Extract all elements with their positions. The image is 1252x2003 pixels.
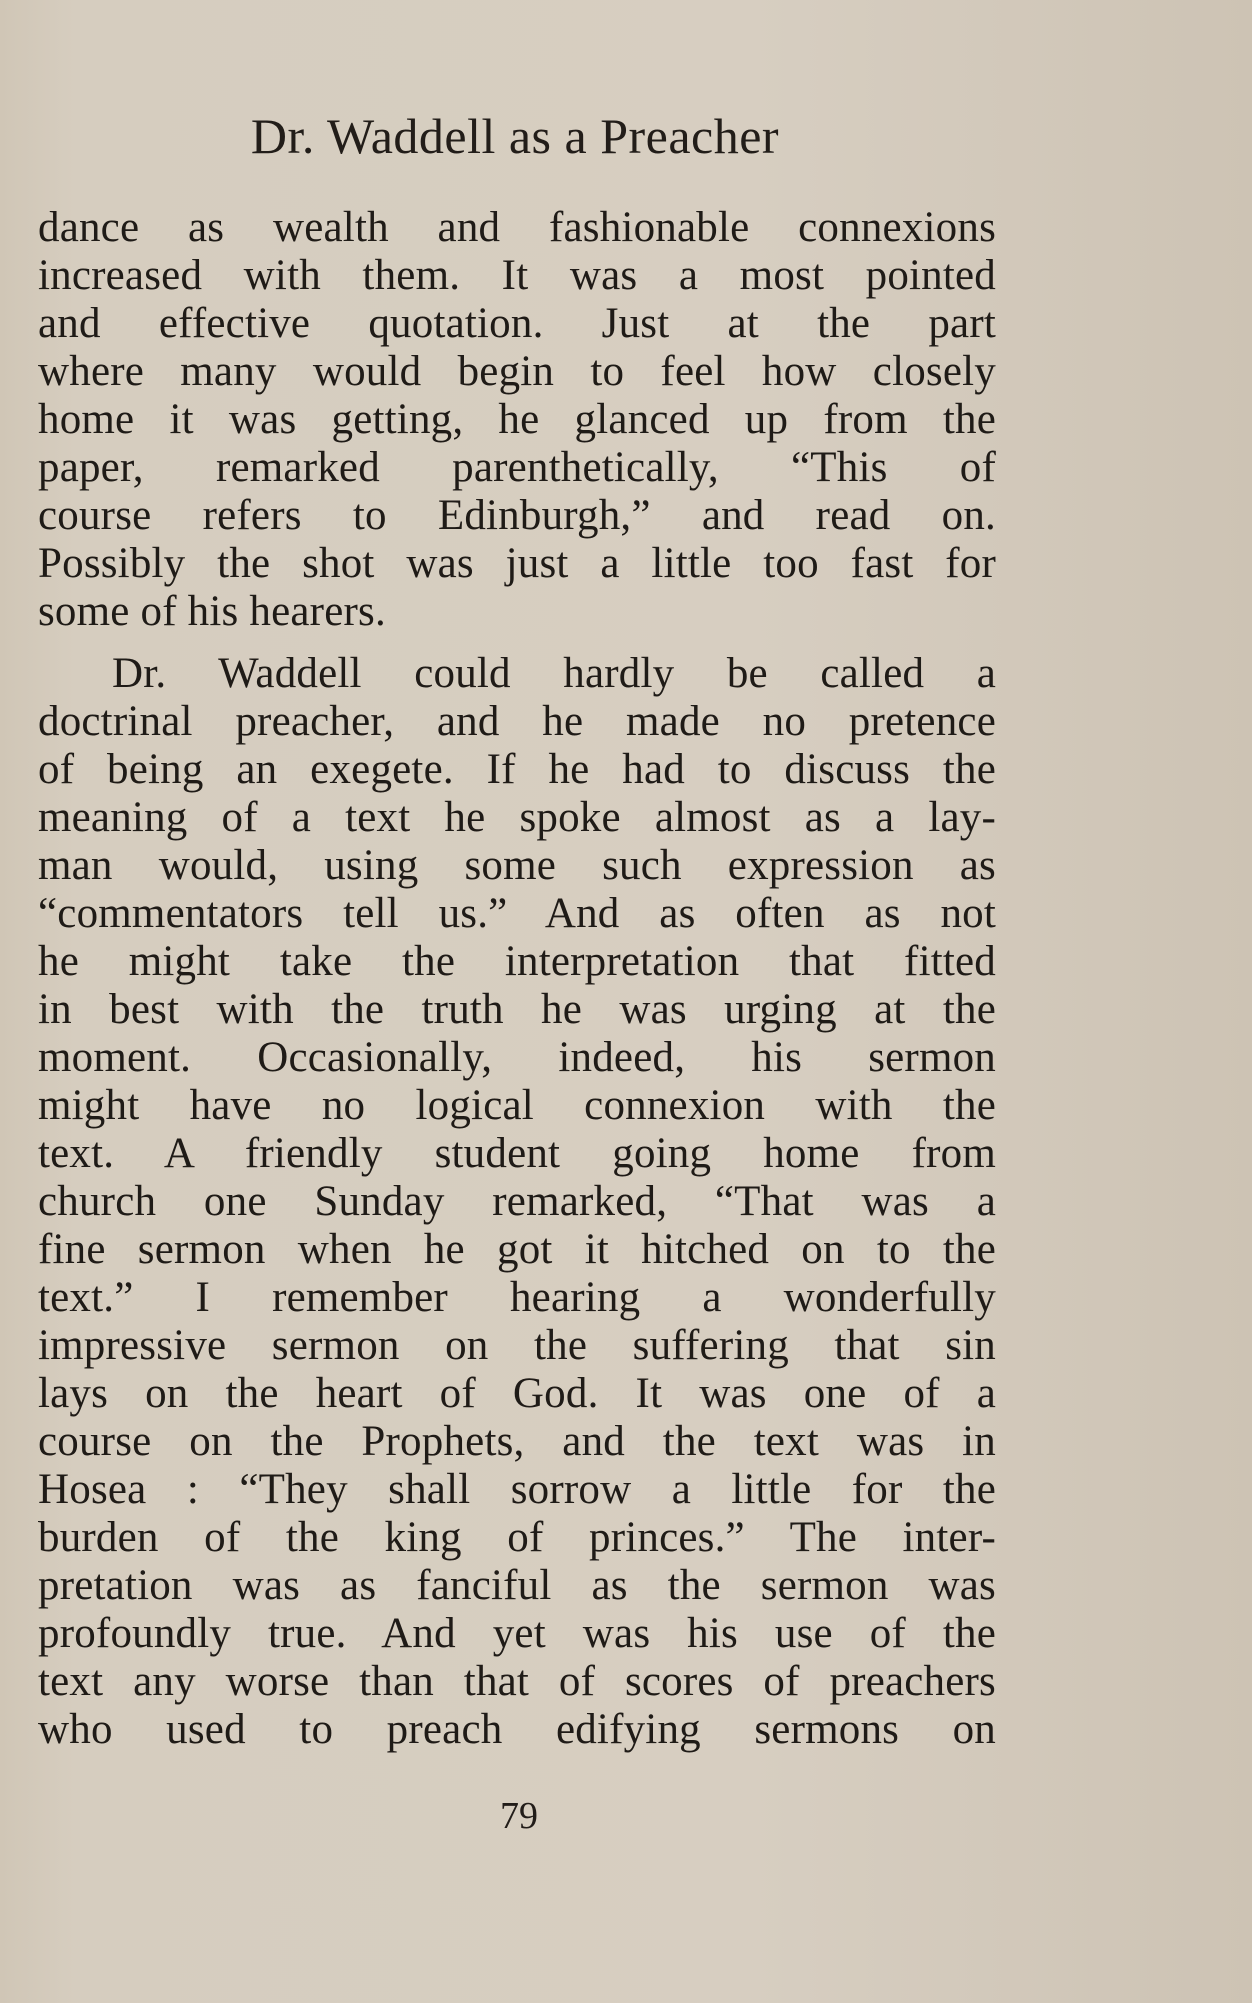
- text-line: text.” I remember hearing a wonderfully: [38, 1274, 996, 1321]
- text-line: where many would begin to feel how closely: [38, 348, 996, 395]
- text-line: dance as wealth and fashionable connexions: [38, 204, 996, 251]
- text-line: lays on the heart of God. It was one of a: [38, 1370, 996, 1417]
- text-line: of being an exegete. If he had to discuss the: [38, 746, 996, 793]
- text-line: might have no logical connexion with the: [38, 1082, 996, 1129]
- text-line: paper, remarked parenthetically, “This of: [38, 444, 996, 491]
- paragraph-gap: [38, 636, 996, 650]
- text-line: text. A friendly student going home from: [38, 1130, 996, 1177]
- text-line: church one Sunday remarked, “That was a: [38, 1178, 996, 1225]
- text-line: he might take the interpretation that fitted: [38, 938, 996, 985]
- text-line: moment. Occasionally, indeed, his sermon: [38, 1034, 996, 1081]
- text-line: course refers to Edinburgh,” and read on.: [38, 492, 996, 539]
- text-line: and effective quotation. Just at the part: [38, 300, 996, 347]
- page-number: 79: [500, 1795, 538, 1837]
- text-line: home it was getting, he glanced up from the: [38, 396, 996, 443]
- text-line: pretation was as fanciful as the sermon was: [38, 1562, 996, 1609]
- text-line: impressive sermon on the suffering that sin: [38, 1322, 996, 1369]
- text-line: in best with the truth he was urging at the: [38, 986, 996, 1033]
- text-line: fine sermon when he got it hitched on to the: [38, 1226, 996, 1273]
- text-line: doctrinal preacher, and he made no pretence: [38, 698, 996, 745]
- running-head: Dr. Waddell as a Preacher: [250, 108, 780, 164]
- text-line: text any worse than that of scores of preachers: [38, 1658, 996, 1705]
- text-line: course on the Prophets, and the text was in: [38, 1418, 996, 1465]
- text-line: meaning of a text he spoke almost as a lay-: [38, 794, 996, 841]
- body-text: [38, 204, 996, 1754]
- paragraph-2: [38, 650, 996, 1754]
- text-line: burden of the king of princes.” The inter-: [38, 1514, 996, 1561]
- text-line: some of his hearers.: [38, 588, 386, 635]
- text-line: Dr. Waddell could hardly be called a: [112, 650, 996, 697]
- text-line: profoundly true. And yet was his use of the: [38, 1610, 996, 1657]
- text-line: who used to preach edifying sermons on: [38, 1706, 996, 1753]
- text-line: man would, using some such expression as: [38, 842, 996, 889]
- paragraph-1: [38, 204, 996, 636]
- text-line: Hosea : “They shall sorrow a little for the: [38, 1466, 996, 1513]
- text-line: Possibly the shot was just a little too fast for: [38, 540, 996, 587]
- text-line: “commentators tell us.” And as often as not: [38, 890, 996, 937]
- text-line: increased with them. It was a most pointed: [38, 252, 996, 299]
